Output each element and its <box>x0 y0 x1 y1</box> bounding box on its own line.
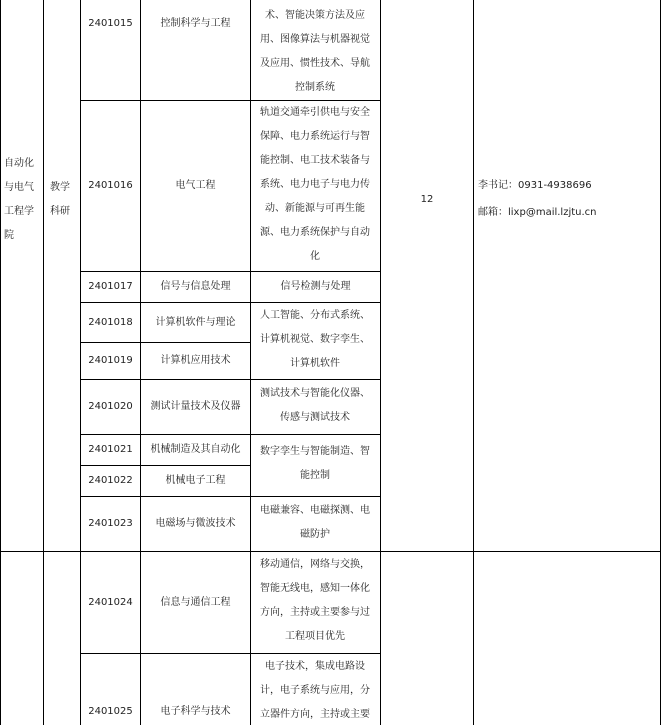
row-code: 2401022 <box>88 475 133 486</box>
row-code: 2401016 <box>88 180 133 191</box>
contact-email: 邮箱：lixp@mail.lzjtu.cn <box>478 207 597 218</box>
row-code: 2401025 <box>88 706 133 717</box>
row-direction: 轨道交通牵引供电与安全保障、电力系统运行与智能控制、电工技术装备与系统、电力电子与电力传动、新能源与可再生能源、电力系统保护与自动化 <box>260 107 370 262</box>
row-direction: 信号检测与处理 <box>280 281 351 292</box>
row-direction: 人工智能、分布式系统、计算机视觉、数字孪生、计算机软件 <box>260 310 370 369</box>
contact-phone: 李书记：0931-4938696 <box>478 180 592 191</box>
row-major: 机械电子工程 <box>165 475 226 486</box>
row-direction: 术、智能决策方法及应用、图像算法与机器视觉及应用、惯性技术、导航控制系统 <box>260 10 370 93</box>
row-direction: 电磁兼容、电磁探测、电磁防护 <box>260 505 370 540</box>
row-direction: 数字孪生与智能制造、智能控制 <box>260 446 370 481</box>
college-name: 自动化与电气工程学院 <box>4 158 34 241</box>
department-label: 教学科研 <box>50 182 70 217</box>
row-code: 2401018 <box>88 316 133 328</box>
row-major: 信号与信息处理 <box>160 281 231 292</box>
row-major: 测试计量技术及仪器 <box>150 401 241 412</box>
row-direction: 测试技术与智能化仪器、传感与测试技术 <box>260 388 370 423</box>
row-major: 信息与通信工程 <box>160 596 231 608</box>
row-major: 电磁场与微波技术 <box>155 518 236 529</box>
row-code: 2401017 <box>88 281 133 292</box>
row-major: 机械制造及其自动化 <box>150 444 241 455</box>
row-major: 计算机软件与理论 <box>155 316 236 328</box>
row-code: 2401021 <box>88 444 133 455</box>
row-code: 2401020 <box>88 401 133 412</box>
row-direction: 电子技术，集成电路设计，电子系统与应用，分立器件方向，主持或主要 <box>260 661 370 720</box>
row-major: 电子科学与技术 <box>160 706 231 717</box>
row-major: 电气工程 <box>175 180 216 191</box>
row-code: 2401015 <box>88 18 133 29</box>
row-code: 2401019 <box>88 355 133 366</box>
row-major: 控制科学与工程 <box>160 18 231 29</box>
plan-count: 12 <box>420 194 434 205</box>
row-code: 2401023 <box>88 518 133 529</box>
row-direction: 移动通信，网络与交换，智能无线电，感知一体化方向，主持或主要参与过工程项目优先 <box>260 559 370 642</box>
row-major: 计算机应用技术 <box>160 355 231 366</box>
row-code: 2401024 <box>88 596 133 608</box>
